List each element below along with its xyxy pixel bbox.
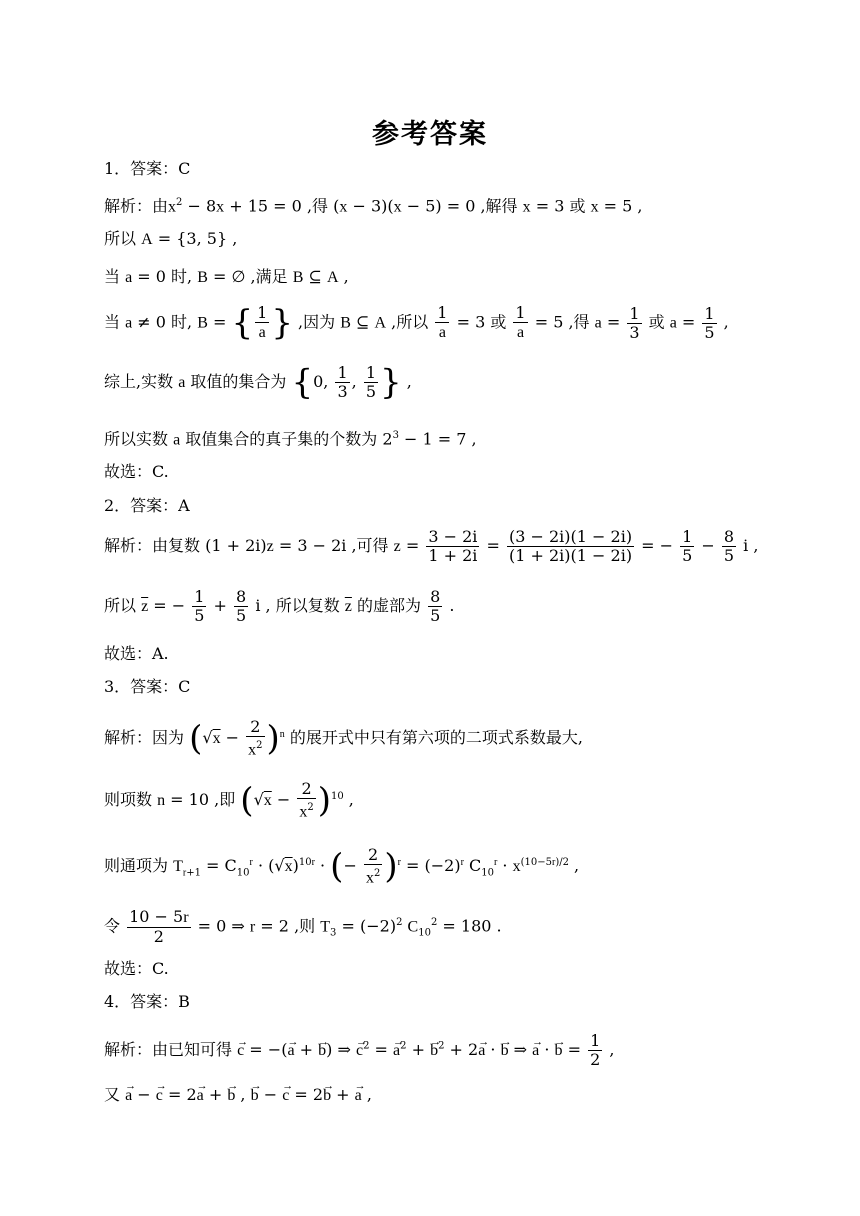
q1-line-7: 故选：C.: [104, 462, 169, 481]
q2-line-3: 故选：A.: [104, 644, 169, 663]
q3-answer: 3．答案：C: [104, 677, 191, 696]
q1-line-1: 解析：由$x^2 - 8x + 15 = 0$ ,得 (x − 3)(x − 5) = 0 ,解得 x = 3 或 x = 5 ,: [104, 196, 643, 216]
q1-answer: 1．答案：C: [104, 159, 191, 178]
q1-line-6: 所以实数 a 取值集合的真子集的个数为 $2^3 - 1 = 7$ ,: [104, 429, 477, 449]
q3-line-4: 令 $\frac{10 - 5r}{2}$ = 0 ⇒ r = 2 ,则 $T_3 = (-2)^2$ $C_{10}^2 = 180$ .: [104, 907, 502, 946]
q4-answer: 4．答案：B: [104, 992, 190, 1011]
q3-line-3: 则通项为 $T_{r+1} = C_{10}^r \cdot (√x)^{10r}$ · (− $\frac{2}{x^2}$ )$^r = (-2)^r$ $C_{10}^r \cdot x^{(10-5r)/2}$ ,: [104, 845, 580, 887]
q1-line-5: 综上,实数 a 取值的集合为 {0, $\frac{1}{3}$ , $\frac{1}{5}$ } ,: [104, 362, 412, 403]
q4-line-1: 解析：由已知可得 → c = −(→ a + → b) ⇒ → $c^2$ = → $a^2$ + → $b^2 + 2\to a$ · → b ⇒ → a · → b = $\frac{1}{2}$ ,: [104, 1032, 614, 1069]
q3-line-1: 解析：因为 (√x − $\frac{2}{x^2}$ )$^n$ 的展开式中只有第六项的二项式系数最大,: [104, 717, 583, 759]
q1-line-2: 所以 A = {3, 5} ,: [104, 229, 238, 248]
q1-line-4: 当 a ≠ 0 时, B = { $\frac{1}{a}$ } ,因为 B ⊆ A ,所以 $\frac{1}{a}$ = 3 或 $\frac{1}{a}$ = 5 ,得 a = $\frac{1}{3}$ 或 a = $\frac{1}{5}$ ,: [104, 303, 729, 343]
q1-line-3: 当 a = 0 时, B = ∅ ,满足 B ⊆ A ,: [104, 267, 349, 286]
q3-line-5: 故选：C.: [104, 959, 169, 978]
q2-answer: 2．答案：A: [104, 496, 190, 515]
q4-line-2: 又 → a − → c = 2→ a + → b , → b − → c = 2→ b + → a ,: [104, 1084, 372, 1107]
q3-line-2: 则项数 n = 10 ,即 (√x − $\frac{2}{x^2}$ )$^{10}$ ,: [104, 779, 354, 821]
q2-line-2: 所以 $\overline{z}$ = − $\frac{1}{5}$ + $\frac{8}{5}$ i , 所以复数 $\overline{z}$ 的虚部为 $\frac{8}{5}$ .: [104, 587, 455, 625]
q2-line-1: 解析：由复数 (1 + 2i)z = 3 − 2i ,可得 z = $\frac{3 - 2i}{1 + 2i}$ = $\frac{(3 - 2i)(1 - 2i)}{(1 + 2i)(1 - 2i)}$ = − $\frac{1}{5}$ − $\frac{8}{5}$ i ,: [104, 527, 759, 565]
page-title: 参考答案: [372, 119, 488, 150]
